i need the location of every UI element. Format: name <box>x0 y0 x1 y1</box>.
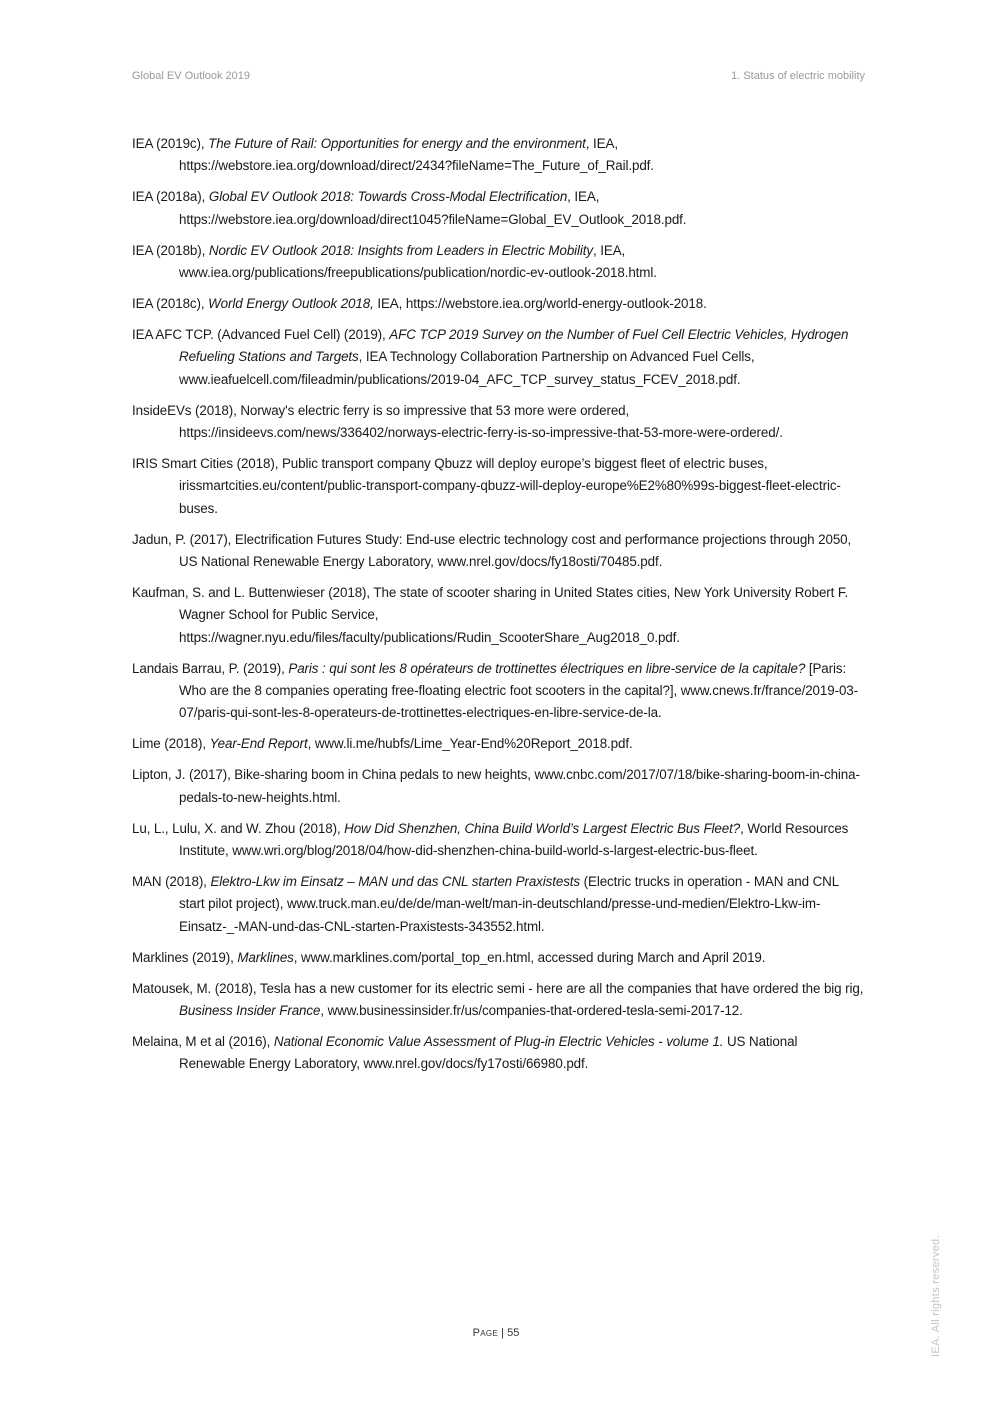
reference-entry: IEA (2019c), The Future of Rail: Opportunities for energy and the environment, IEA, https://webstore.iea.org/download/direct/2434?fileName=The_Future_of_Rail.pdf. <box>132 136 654 174</box>
reference-list <box>132 133 864 1084</box>
reference-entry: MAN (2018), Elektro-Lkw im Einsatz – MAN und das CNL starten Praxistests (Electric trucks in operation - MAN and CNL start pilot project), www.truck.man.eu/de/de/man-welt/man-in-deutschland/presse-und-medien/Elektro-Lkw-im-Einsatz-_-MAN-und-das-CNL-starten-Praxistests-343552.html. <box>132 873 839 934</box>
page-separator: | <box>498 1327 508 1339</box>
reference-entry: Lipton, J. (2017), Bike-sharing boom in China pedals to new heights, www.cnbc.com/2017/07/18/bike-sharing-boom-in-china-pedals-to-new-heights.html. <box>132 767 860 805</box>
running-header-title: Global EV Outlook 2019 <box>132 70 251 82</box>
reference-entry: Landais Barrau, P. (2019), Paris : qui sont les 8 opérateurs de trottinettes électriques en libre-service de la capitale? [Paris: Who are the 8 companies operating free-floating electric foot scooters in the capital?], www.cnews.fr/france/2019-03-07/paris-qui-sont-les-8-operateurs-de-trottinettes-electriques-en-libre-service-de-la. <box>132 660 859 721</box>
reference-entry: Melaina, M et al (2016), National Economic Value Assessment of Plug-in Electric Vehicles - volume 1. US National Renewable Energy Laboratory, www.nrel.gov/docs/fy17osti/66980.pdf. <box>132 1033 798 1072</box>
reference-entry: IEA (2018a), Global EV Outlook 2018: Towards Cross-Modal Electrification, IEA, https://webstore.iea.org/download/direct1045?fileName=Global_EV_Outlook_2018.pdf. <box>132 189 687 227</box>
reference-entry: IEA AFC TCP. (Advanced Fuel Cell) (2019), AFC TCP 2019 Survey on the Number of Fuel Cell Electric Vehicles, Hydrogen Refueling Stations and Targets, IEA Technology Collaboration Partnership on Advanced Fuel Cells, www.ieafuelcell.com/fileadmin/publications/2019-04_AFC_TCP_survey_status_FCEV_2018.pdf. <box>132 326 849 387</box>
reference-entry: InsideEVs (2018), Norway's electric ferry is so impressive that 53 more were ordered, https://insideevs.com/news/336402/norways-electric-ferry-is-so-impressive-that-53-more-were-ordered/. <box>132 402 783 440</box>
page-number: 55 <box>507 1327 520 1339</box>
reference-entry: IEA (2018c), World Energy Outlook 2018, IEA, https://webstore.iea.org/world-energy-outlook-2018. <box>132 295 707 311</box>
page-footer <box>0 1327 992 1339</box>
reference-entry: Jadun, P. (2017), Electrification Futures Study: End-use electric technology cost and performance projections through 2050, US National Renewable Energy Laboratory, www.nrel.gov/docs/fy18osti/70485.pdf. <box>132 531 852 569</box>
running-header-chapter: 1. Status of electric mobility <box>731 70 865 82</box>
reference-entry: Lu, L., Lulu, X. and W. Zhou (2018), How Did Shenzhen, China Build World’s Largest Electric Bus Fleet?, World Resources Institute, www.wri.org/blog/2018/04/how-did-shenzhen-china-build-world-s-largest-electric-bus-fleet. <box>132 820 849 858</box>
reference-entry: Lime (2018), Year-End Report, www.li.me/hubfs/Lime_Year-End%20Report_2018.pdf. <box>132 736 633 752</box>
reference-entry: Matousek, M. (2018), Tesla has a new customer for its electric semi - here are all the companies that have ordered the big rig, Business Insider France, www.businessinsider.fr/us/companies-that-ordered-tesla-semi-2017-12. <box>132 980 864 1018</box>
rights-watermark: IEA. All rights reserved. <box>930 1235 942 1357</box>
reference-entry: Kaufman, S. and L. Buttenwieser (2018), The state of scooter sharing in United States cities, New York University Robert F. Wagner School for Public Service, https://wagner.nyu.edu/files/faculty/publications/Rudin_ScooterShare_Aug2018_0.pdf. <box>132 584 849 645</box>
page-label: Page <box>472 1327 499 1339</box>
reference-entry: IRIS Smart Cities (2018), Public transport company Qbuzz will deploy europe’s biggest fleet of electric buses, irissmartcities.eu/content/public-transport-company-qbuzz-will-deploy-europe%E2%80%99s-biggest-fleet-electric-buses. <box>132 455 841 516</box>
reference-entry: Marklines (2019), Marklines, www.marklines.com/portal_top_en.html, accessed during March and April 2019. <box>132 949 766 965</box>
reference-entry: IEA (2018b), Nordic EV Outlook 2018: Insights from Leaders in Electric Mobility, IEA, www.iea.org/publications/freepublications/publication/nordic-ev-outlook-2018.html. <box>132 242 657 281</box>
